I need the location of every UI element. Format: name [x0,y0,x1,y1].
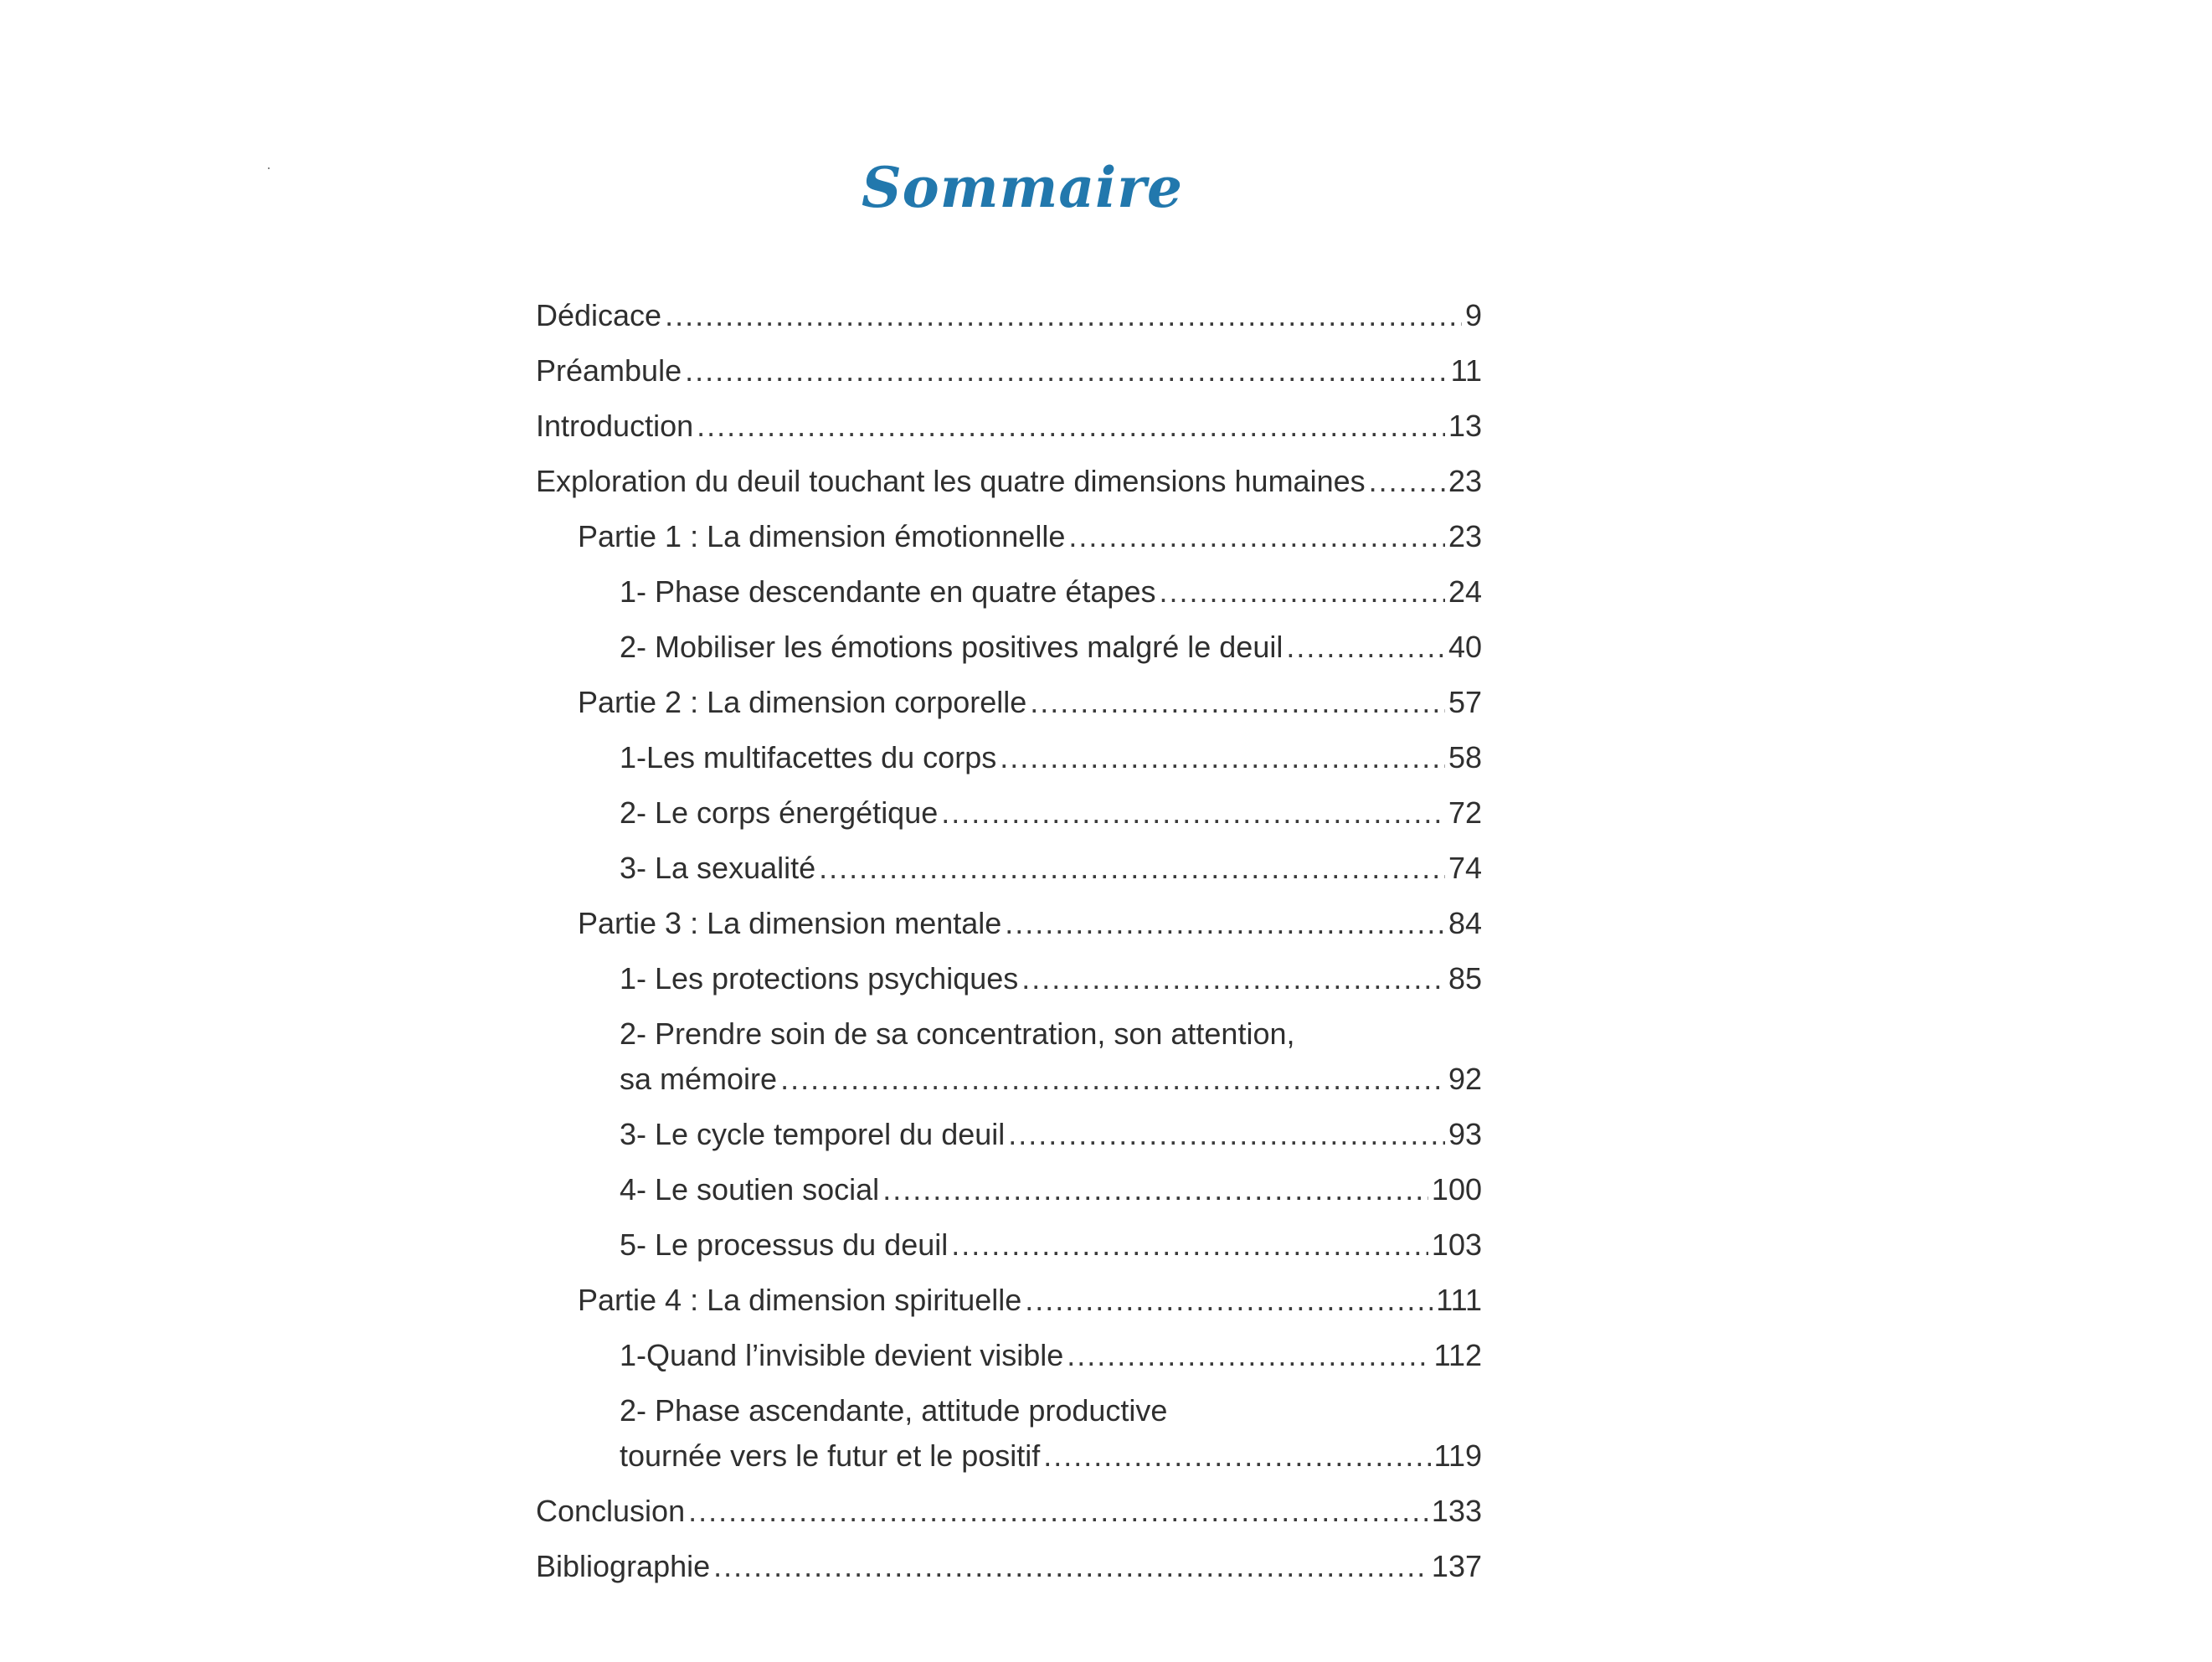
dot-leader [941,795,1445,831]
toc-entry-page: 13 [1448,409,1482,443]
toc-entry[interactable] [536,1227,1482,1263]
toc-entry-label-line1: 2- Prendre soin de sa concentration, son attention, [620,1016,1295,1051]
toc-entry-page: 103 [1431,1227,1482,1262]
toc-entry-label: sa mémoire [620,1062,778,1096]
toc-entry-page: 24 [1448,574,1482,609]
dot-leader [1369,463,1445,500]
toc-entry-label: Partie 4 : La dimension spirituelle [578,1283,1022,1317]
dot-leader [1043,1438,1430,1474]
toc-entry-page: 111 [1436,1283,1482,1317]
toc-entry[interactable] [536,795,1482,831]
dot-leader [951,1227,1428,1263]
toc-entry-page: 72 [1448,795,1482,830]
dot-leader [1159,574,1444,610]
dot-leader [697,408,1445,445]
toc-entry-label: 3- La sexualité [620,851,816,885]
toc-entry[interactable] [536,739,1482,776]
toc-entry-page: 100 [1431,1172,1482,1207]
toc-entry[interactable] [536,1171,1482,1208]
dot-leader [1021,960,1445,997]
toc-entry-label: Préambule [536,353,682,388]
toc-entry[interactable] [536,1337,1482,1374]
toc-entry[interactable] [536,1116,1482,1153]
toc-entry-label: Conclusion [536,1494,686,1528]
toc-entry-label: 2- Le corps énergétique [620,795,939,830]
dot-leader [780,1061,1445,1098]
toc-entry[interactable] [536,518,1482,555]
toc-entry-page: 112 [1433,1338,1482,1372]
dot-leader [1005,905,1445,942]
table-of-contents [536,297,1482,1603]
toc-entry-page: 23 [1448,464,1482,498]
dot-leader [665,297,1462,334]
toc-entry-label: Bibliographie [536,1549,711,1583]
toc-entry-label: 5- Le processus du deuil [620,1227,949,1262]
page-title: Sommaire [862,155,1183,220]
dot-leader [1030,684,1445,721]
toc-entry-label: Exploration du deuil touchant les quatre dimensions humaines [536,464,1366,498]
toc-entry[interactable] [536,1016,1482,1098]
toc-entry-page: 57 [1448,685,1482,719]
toc-entry[interactable] [536,297,1482,334]
toc-entry-page: 85 [1448,961,1482,996]
dot-leader [1000,739,1445,776]
toc-entry[interactable] [536,960,1482,997]
toc-entry-label-line1: 2- Phase ascendante, attitude productive [620,1393,1168,1428]
toc-entry-page: 84 [1448,906,1482,940]
toc-entry-page: 11 [1450,353,1482,388]
dot-leader [1286,629,1445,666]
dot-leader [882,1171,1428,1208]
toc-entry-page: 40 [1448,630,1482,664]
toc-entry[interactable] [536,905,1482,942]
toc-entry-label: tournée vers le futur et le positif [620,1438,1041,1473]
toc-entry[interactable] [536,463,1482,500]
dot-leader [819,850,1445,887]
toc-entry-label: 1- Les protections psychiques [620,961,1019,996]
toc-entry[interactable] [536,352,1482,389]
toc-entry-page: 137 [1431,1549,1482,1583]
dot-leader [1068,518,1445,555]
toc-entry-label: Partie 2 : La dimension corporelle [578,685,1027,719]
dot-leader [688,1493,1428,1530]
toc-entry[interactable] [536,574,1482,610]
toc-entry-label: 2- Mobiliser les émotions positives malgré le deuil [620,630,1283,664]
toc-entry[interactable] [536,684,1482,721]
toc-entry-label: 1- Phase descendante en quatre étapes [620,574,1156,609]
toc-entry-label: Dédicace [536,298,662,332]
toc-entry-label: 1-Les multifacettes du corps [620,740,997,774]
toc-entry-page: 119 [1433,1438,1482,1473]
dot-leader [1067,1337,1430,1374]
toc-entry-page: 93 [1448,1117,1482,1151]
toc-entry-label: 3- Le cycle temporel du deuil [620,1117,1006,1151]
toc-entry-page: 92 [1448,1062,1482,1096]
toc-entry-label: Introduction [536,409,694,443]
dot-leader [713,1548,1428,1585]
toc-entry[interactable] [536,1548,1482,1585]
toc-entry-page: 133 [1431,1494,1482,1528]
dot-leader [685,352,1448,389]
toc-entry-page: 74 [1448,851,1482,885]
toc-entry-label: 4- Le soutien social [620,1172,880,1207]
toc-entry-label: Partie 1 : La dimension émotionnelle [578,519,1066,553]
toc-entry[interactable] [536,1282,1482,1319]
toc-entry-page: 9 [1464,298,1482,332]
toc-entry[interactable] [536,629,1482,666]
toc-entry[interactable] [536,1493,1482,1530]
toc-entry[interactable] [536,408,1482,445]
toc-entry-label: Partie 3 : La dimension mentale [578,906,1002,940]
dot-leader [1008,1116,1445,1153]
toc-entry-label: 1-Quand l’invisible devient visible [620,1338,1064,1372]
toc-entry[interactable] [536,850,1482,887]
toc-entry-page: 58 [1448,740,1482,774]
toc-entry[interactable] [536,1392,1482,1474]
toc-entry-page: 23 [1448,519,1482,553]
dot-leader [1025,1282,1433,1319]
